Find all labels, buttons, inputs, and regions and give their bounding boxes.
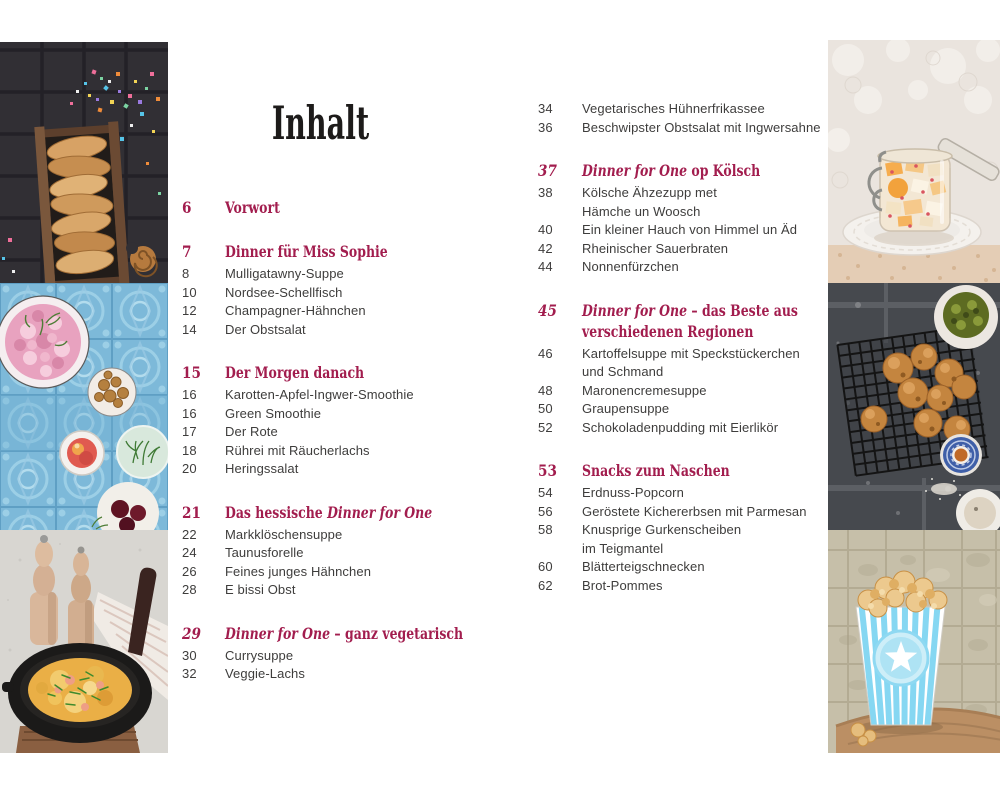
toc-entry: [538, 100, 850, 119]
entry-text: Rührei mit Räucherlachs: [225, 442, 370, 458]
page-number: 53: [538, 461, 557, 480]
toc-section-heading: [538, 460, 850, 481]
toc-entry: [538, 240, 850, 259]
toc-entry: [538, 521, 850, 558]
entry-text: Nordsee-Schellfisch: [225, 284, 343, 300]
toc-entry: [182, 302, 494, 321]
page-number: 8: [182, 266, 190, 281]
toc-entry: [538, 577, 850, 596]
page-number: 15: [182, 363, 201, 382]
toc-section-heading: [538, 160, 850, 181]
photo-herring-salad-art: [0, 283, 168, 530]
photo-popcorn-box: [828, 530, 1000, 753]
photo-herring-salad-blue-tiles: [0, 283, 168, 530]
page-number: 48: [538, 382, 553, 398]
page-number: 29: [182, 623, 201, 643]
toc-entry: [182, 321, 494, 340]
page-number: 26: [182, 563, 197, 579]
entry-text: Green Smoothie: [225, 405, 322, 421]
herring-salad-bowl: [0, 296, 89, 388]
page-number: 7: [182, 242, 192, 261]
entry-text: Snacks zum Naschen: [582, 461, 730, 480]
entry-text: Graupensuppe: [582, 401, 670, 416]
photo-scrambled-eggs-art: [0, 530, 168, 753]
page-number: 18: [182, 442, 197, 458]
toc-entry: [538, 419, 850, 438]
entry-text: Der Rote: [225, 424, 278, 439]
page-number: 54: [538, 485, 553, 500]
page-number: 44: [538, 259, 553, 274]
page-number: 36: [538, 119, 553, 135]
entry-text: Champagner-Hähnchen: [225, 303, 366, 318]
photo-baked-rolls-confetti: [0, 42, 168, 283]
toc-entry: [538, 382, 850, 401]
page-number: 30: [182, 647, 197, 663]
page-number: 24: [182, 545, 197, 560]
entry-text: Ein kleiner Hauch von Himmel un Äd: [582, 222, 798, 237]
toc-section-heading: [182, 197, 494, 218]
entry-text: Karotten-Apfel-Ingwer-Smoothie: [225, 387, 414, 402]
page-number: 34: [538, 101, 553, 116]
entry-text: Taunusforelle: [225, 545, 304, 560]
page-number: 10: [182, 284, 197, 300]
toc-entry: [538, 558, 850, 577]
page-number: 56: [538, 503, 553, 519]
toc-column-right: [538, 100, 850, 595]
page-number: 38: [538, 185, 553, 200]
toc-entry: [182, 386, 494, 405]
preserving-jar: [869, 149, 952, 231]
toc-entry: [538, 119, 850, 138]
page-number: 16: [182, 405, 197, 421]
page-number: 17: [182, 424, 197, 439]
entry-text: Vegetarisches Hühnerfrikassee: [582, 101, 765, 116]
page-number: 22: [182, 526, 197, 542]
page-number: 14: [182, 321, 197, 337]
toc-section-heading: [182, 241, 494, 262]
popcorn-box: [856, 600, 945, 730]
entry-text: Der Obstsalat: [225, 321, 306, 337]
toc-entry: [182, 665, 494, 684]
entry-text: Dinner for One – das Beste aus verschiedenen Regionen: [582, 300, 798, 341]
entry-text: Kölsche Ähzezupp met Hämche un Woosch: [582, 185, 717, 219]
toc-entry: [538, 400, 850, 419]
entry-text: Geröstete Kichererbsen mit Parmesan: [582, 503, 807, 519]
toc-entry: [182, 460, 494, 479]
photo-scrambled-eggs-pan: [0, 530, 168, 753]
toc-entry: [182, 563, 494, 582]
entry-text: Dinner für Miss Sophie: [225, 242, 388, 261]
entry-text: E bissi Obst: [225, 582, 296, 597]
page-number: 50: [538, 401, 553, 416]
jalapeno-bowl: [934, 285, 998, 349]
toc-column-left: [182, 197, 494, 684]
entry-text: Veggie-Lachs: [225, 666, 305, 681]
entry-text: Beschwipster Obstsalat mit Ingwersahne: [582, 119, 821, 135]
photo-fruit-jar-art: [828, 40, 1000, 283]
toc-entry: [182, 544, 494, 563]
entry-text: Markklöschensuppe: [225, 526, 343, 542]
wooden-tray: [34, 121, 129, 283]
toc-entry: [182, 526, 494, 545]
contents-title-wrap: [195, 96, 445, 150]
toc-entry: [182, 405, 494, 424]
entry-text: Nonnenfürzchen: [582, 259, 679, 274]
apple-plate: [60, 431, 104, 475]
entry-text: Das hessische Dinner for One: [225, 502, 433, 522]
page-number: 45: [538, 300, 557, 320]
toc-section-heading: [182, 362, 494, 383]
dill-glass: [117, 426, 168, 478]
walnut-bowl: [88, 368, 136, 416]
entry-text: Dinner for One op Kölsch: [582, 161, 761, 180]
toc-entry: [538, 258, 850, 277]
page-number: 40: [538, 222, 553, 237]
toc-entry: [182, 265, 494, 284]
entry-text: Knusprige Gurkenscheiben im Teigmantel: [582, 522, 742, 556]
entry-text: Rheinischer Sauerbraten: [582, 240, 729, 256]
paprika-bowl: [940, 434, 982, 476]
entry-text: Heringssalat: [225, 461, 299, 476]
toc-section-heading: [182, 623, 494, 644]
page-number: 16: [182, 387, 197, 402]
entry-text: Dinner for One – ganz vegetarisch: [225, 623, 464, 643]
entry-text: Currysuppe: [225, 647, 294, 663]
page-number: 42: [538, 240, 553, 256]
entry-text: Blätterteigschnecken: [582, 559, 705, 574]
page-number: 12: [182, 303, 197, 318]
photo-popcorn-art: [828, 530, 1000, 753]
entry-text: Der Morgen danach: [225, 363, 365, 382]
page-number: 28: [182, 582, 197, 597]
entry-text: Brot-Pommes: [582, 577, 663, 593]
toc-entry: [182, 647, 494, 666]
entry-text: Feines junges Hähnchen: [225, 563, 372, 579]
toc-entry: [182, 442, 494, 461]
page-number: 21: [182, 502, 201, 522]
page-number: 6: [182, 198, 192, 217]
photo-baked-rolls-confetti-art: [0, 42, 168, 283]
page-number: 60: [538, 559, 553, 574]
page-title: Inhalt: [271, 96, 369, 150]
toc-entry: [538, 184, 850, 221]
page-number: 32: [182, 666, 197, 681]
toc-entry: [538, 484, 850, 503]
page-number: 46: [538, 345, 553, 361]
page-number: 37: [538, 161, 557, 180]
toc-entry: [538, 503, 850, 522]
page-number: 62: [538, 577, 553, 593]
entry-text: Vorwort: [225, 198, 280, 217]
entry-text: Schokoladenpudding mit Eierlikör: [582, 419, 779, 435]
toc-section-heading: [182, 502, 494, 523]
toc-section-heading: [538, 300, 850, 342]
toc-entry: [182, 581, 494, 600]
entry-text: Mulligatawny-Suppe: [225, 266, 344, 281]
toc-entry: [182, 284, 494, 303]
photo-fruit-compote-jar: [828, 40, 1000, 283]
entry-text: Kartoffelsuppe mit Speckstückerchen und Schmand: [582, 345, 800, 379]
entry-text: Maronencremesuppe: [582, 382, 707, 398]
toc-entry: [538, 221, 850, 240]
page-number: 58: [538, 522, 553, 537]
toc-entry: [182, 423, 494, 442]
page-number: 52: [538, 419, 553, 435]
toc-entry: [538, 345, 850, 382]
page-number: 20: [182, 461, 197, 476]
entry-text: Erdnuss-Popcorn: [582, 485, 684, 500]
